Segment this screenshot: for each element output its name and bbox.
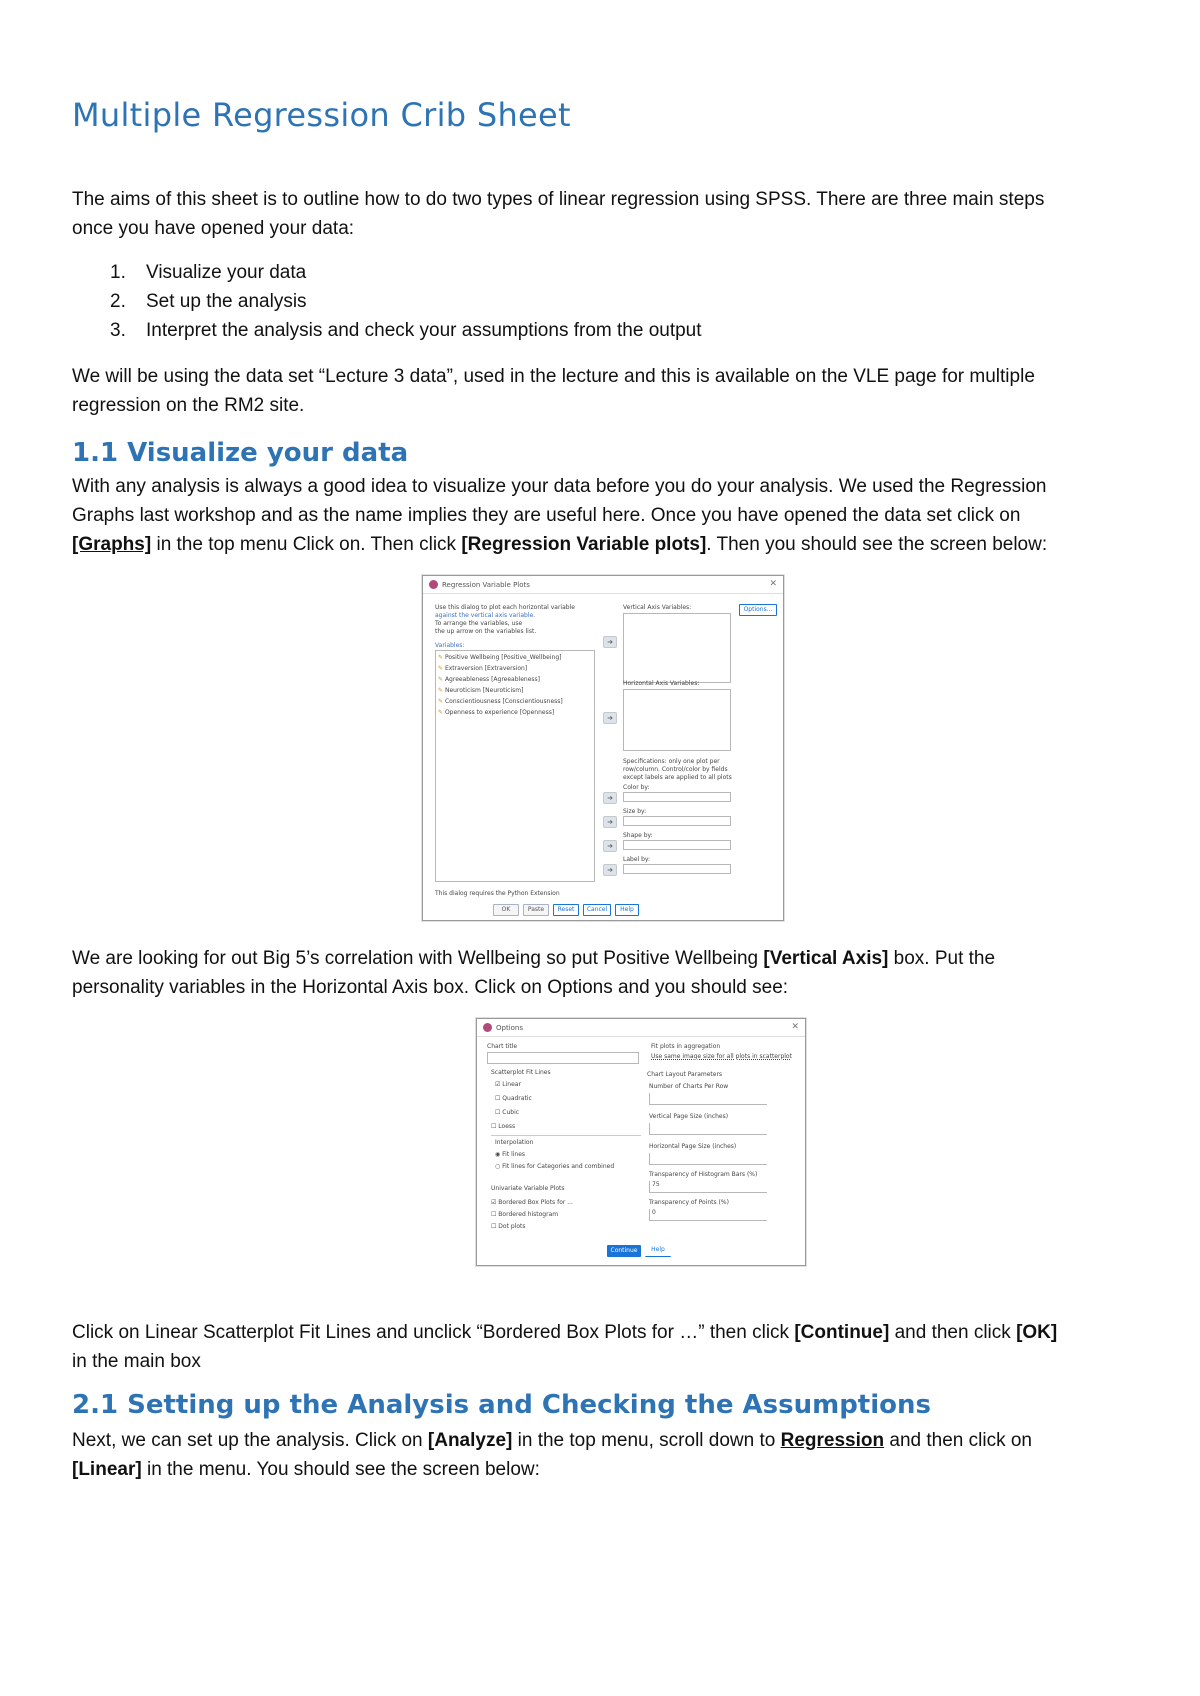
size-by-field[interactable]: [623, 816, 731, 826]
ok-ref: [OK]: [1016, 1322, 1058, 1343]
size-by-label: Size by:: [623, 808, 647, 815]
close-icon[interactable]: ✕: [791, 1022, 799, 1032]
list-item: [110, 316, 702, 345]
fit-by-label: Fit plots in aggregation: [651, 1043, 721, 1050]
checkbox-label: Quadratic: [502, 1095, 532, 1102]
list-text: Visualize your data: [146, 262, 307, 283]
scale-variable-icon: ✎: [438, 676, 444, 683]
help-button[interactable]: Help: [645, 1245, 671, 1257]
vertical-axis-label: Vertical Axis Variables:: [623, 604, 692, 611]
help-button[interactable]: Help: [615, 904, 639, 916]
radio-label: Fit lines: [502, 1151, 526, 1158]
shape-by-field[interactable]: [623, 840, 731, 850]
chart-title-field[interactable]: [487, 1052, 639, 1064]
scale-variable-icon: ✎: [438, 687, 444, 694]
dataset-line-2: regression on the RM2 site.: [72, 395, 305, 416]
list-number: 2.: [110, 291, 126, 312]
paste-button[interactable]: Paste: [523, 904, 549, 916]
dialog-intro-line: the up arrow on the variables list.: [435, 628, 537, 635]
intro-paragraph: [72, 185, 1132, 243]
fit-quadratic-checkbox[interactable]: ☐ Quadratic: [495, 1095, 532, 1102]
section-2-text: in the menu. You should see the screen below:: [141, 1459, 540, 1480]
checkbox-label: Linear: [502, 1081, 521, 1088]
continue-ref: [Continue]: [794, 1322, 890, 1343]
after-dialog-1-line-2: personality variables in the Horizontal Axis box. Click on Options and you should see:: [72, 977, 789, 998]
shape-by-label: Shape by:: [623, 832, 653, 839]
spec-text-line: row/column. Control/color by fields: [623, 766, 728, 773]
list-number: 3.: [110, 320, 126, 341]
checkbox-label: Cubic: [502, 1109, 520, 1116]
spss-app-icon: [483, 1023, 492, 1032]
section-2-text: Next, we can set up the analysis. Click on: [72, 1430, 428, 1451]
scatterplot-fit-label: Scatterplot Fit Lines: [491, 1069, 551, 1076]
fit-by-text: Use same image size for all plots in scatterplot: [651, 1053, 792, 1060]
checkbox-label: Dot plots: [498, 1223, 526, 1230]
intro-line-2: once you have opened your data:: [72, 218, 355, 239]
interpolation-label: Interpolation: [495, 1139, 534, 1146]
section-1-text: in the top menu Click on. Then click: [151, 534, 462, 555]
dialog-titlebar: [423, 576, 783, 594]
analyze-ref: [Analyze]: [427, 1430, 513, 1451]
after-dialog-1-text: We are looking for out Big 5’s correlation with Wellbeing so put Positive Wellbeing: [72, 948, 764, 969]
dialog-intro-line: To arrange the variables, use: [435, 620, 523, 627]
after-dialog-2-line-2: in the main box: [72, 1351, 201, 1372]
dot-plots-checkbox[interactable]: ☐ Dot plots: [491, 1223, 526, 1230]
checkbox-label: Bordered histogram: [498, 1211, 559, 1218]
variables-label: Variables:: [435, 642, 465, 649]
section-1-line-1: With any analysis is always a good idea to visualize your data before you do your analysis. We used the Regression: [72, 476, 1047, 497]
transparency-points-field[interactable]: 0: [649, 1209, 767, 1221]
vertical-size-field[interactable]: [649, 1123, 767, 1135]
steps-list: [110, 258, 702, 345]
linear-ref: [Linear]: [72, 1459, 142, 1480]
variable-name: Neuroticism [Neuroticism]: [444, 687, 524, 694]
variables-list[interactable]: [435, 650, 595, 882]
regression-ref: Regression: [780, 1430, 885, 1451]
color-by-field[interactable]: [623, 792, 731, 802]
vertical-axis-ref: [Vertical Axis]: [763, 948, 889, 969]
dialog-title: Regression Variable Plots: [442, 580, 530, 589]
cancel-button[interactable]: Cancel: [583, 904, 611, 916]
continue-button[interactable]: Continue: [607, 1245, 641, 1257]
list-item[interactable]: [438, 698, 563, 705]
after-dialog-2-text: and then click: [889, 1322, 1017, 1343]
univariate-label: Univariate Variable Plots: [491, 1185, 565, 1192]
graphs-menu-ref: [Graphs]: [72, 534, 152, 555]
section-1-text: . Then you should see the screen below:: [706, 534, 1048, 555]
reset-button[interactable]: Reset: [553, 904, 579, 916]
transparency-points-label: Transparency of Points (%): [649, 1199, 729, 1206]
dataset-line-1: We will be using the data set “Lecture 3 data”, used in the lecture and this is available on the VLE page for multiple: [72, 366, 1035, 387]
ok-button[interactable]: OK: [493, 904, 519, 916]
list-item[interactable]: [438, 676, 540, 683]
spss-app-icon: [429, 580, 438, 589]
vertical-size-label: Vertical Page Size (inches): [649, 1113, 729, 1120]
num-charts-field[interactable]: [649, 1093, 767, 1105]
move-to-vertical-arrow[interactable]: ➜: [603, 636, 617, 648]
page-title: Multiple Regression Crib Sheet: [72, 96, 571, 134]
fit-cubic-checkbox[interactable]: ☐ Cubic: [495, 1109, 520, 1116]
variable-name: Extraversion [Extraversion]: [444, 665, 528, 672]
spec-text-line: except labels are applied to all plots: [623, 774, 732, 781]
horizontal-axis-list[interactable]: [623, 689, 731, 751]
color-by-label: Color by:: [623, 784, 650, 791]
after-dialog-2-text: Click on Linear Scatterplot Fit Lines and unclick “Bordered Box Plots for …” then click: [72, 1322, 795, 1343]
layout-label: Chart Layout Parameters: [647, 1071, 723, 1078]
label-by-label: Label by:: [623, 856, 651, 863]
label-by-field[interactable]: [623, 864, 731, 874]
variable-name: Openness to experience [Openness]: [444, 709, 555, 716]
section-2-text: and then click on: [884, 1430, 1032, 1451]
num-charts-label: Number of Charts Per Row: [649, 1083, 729, 1090]
move-label-arrow[interactable]: ➜: [603, 864, 617, 876]
list-text: Interpret the analysis and check your assumptions from the output: [146, 320, 702, 341]
dataset-paragraph: [72, 362, 1132, 420]
list-item[interactable]: [438, 654, 561, 661]
python-note: This dialog requires the Python Extension: [435, 890, 560, 897]
radio-label: Fit lines for Categories and combined: [502, 1163, 615, 1170]
after-dialog-2-paragraph: [72, 1318, 1132, 1376]
fit-linear-checkbox[interactable]: ☑ Linear: [495, 1081, 521, 1088]
scale-variable-icon: ✎: [438, 654, 444, 661]
list-item: [110, 258, 702, 287]
list-text: Set up the analysis: [146, 291, 307, 312]
section-2-text: in the top menu, scroll down to: [512, 1430, 781, 1451]
options-button[interactable]: Options...: [739, 604, 777, 616]
list-item[interactable]: [438, 687, 523, 694]
after-dialog-1-text: box. Put the: [888, 948, 996, 969]
list-item[interactable]: [438, 665, 527, 672]
chart-title-label: Chart title: [487, 1043, 518, 1050]
checkbox-label: Loess: [498, 1123, 516, 1130]
dialog-title: Options: [496, 1023, 524, 1032]
variable-name: Agreeableness [Agreeableness]: [444, 676, 540, 683]
variable-name: Conscientiousness [Conscientiousness]: [444, 698, 563, 705]
section-1-line-2: Graphs last workshop and as the name implies they are useful here. Once you have opened the data set click on: [72, 505, 1021, 526]
horizontal-size-label: Horizontal Page Size (inches): [649, 1143, 737, 1150]
move-to-horizontal-arrow[interactable]: ➜: [603, 712, 617, 724]
scale-variable-icon: ✎: [438, 709, 444, 716]
scale-variable-icon: ✎: [438, 665, 444, 672]
checkbox-label: Bordered Box Plots for ...: [498, 1199, 573, 1206]
move-size-arrow[interactable]: ➜: [603, 816, 617, 828]
variable-name: Positive Wellbeing [Positive_Wellbeing]: [444, 654, 562, 661]
intro-line-1: The aims of this sheet is to outline how to do two types of linear regression using SPSS. There are three main steps: [72, 189, 1045, 210]
move-color-arrow[interactable]: ➜: [603, 792, 617, 804]
transparency-field[interactable]: 75: [649, 1181, 767, 1193]
transparency-label: Transparency of Histogram Bars (%): [649, 1171, 758, 1178]
section-2-heading: 2.1 Setting up the Analysis and Checking the Assumptions: [72, 1390, 931, 1420]
scale-variable-icon: ✎: [438, 698, 444, 705]
section-1-paragraph: [72, 472, 1132, 559]
options-dialog: [476, 1018, 806, 1266]
list-item[interactable]: [438, 709, 554, 716]
vertical-axis-list[interactable]: [623, 613, 731, 683]
section-1-heading: 1.1 Visualize your data: [72, 438, 409, 468]
after-dialog-1-paragraph: [72, 944, 1132, 1002]
regression-variable-plots-dialog: [422, 575, 784, 921]
bordered-histogram-checkbox[interactable]: ☐ Bordered histogram: [491, 1211, 559, 1218]
dialog-intro-line: against the vertical axis variable.: [435, 612, 536, 619]
dialog-intro-line: Use this dialog to plot each horizontal variable: [435, 604, 575, 611]
list-number: 1.: [110, 262, 126, 283]
close-icon[interactable]: ✕: [769, 579, 777, 589]
interp-fit-lines-radio[interactable]: ◉ Fit lines: [495, 1151, 526, 1158]
horizontal-size-field[interactable]: [649, 1153, 767, 1165]
horizontal-axis-label: Horizontal Axis Variables:: [623, 680, 700, 687]
spec-text-line: Specifications: only one plot per: [623, 758, 720, 765]
interp-categories-radio[interactable]: ○ Fit lines for Categories and combined: [495, 1163, 615, 1170]
list-item: [110, 287, 702, 316]
move-shape-arrow[interactable]: ➜: [603, 840, 617, 852]
section-2-paragraph: [72, 1426, 1132, 1484]
regression-plots-ref: [Regression Variable plots]: [461, 534, 707, 555]
fit-loess-checkbox[interactable]: ☐ Loess: [491, 1123, 516, 1130]
bordered-box-plots-checkbox[interactable]: ☑ Bordered Box Plots for ...: [491, 1199, 573, 1206]
divider: [491, 1135, 641, 1136]
dialog-titlebar: [477, 1019, 805, 1037]
